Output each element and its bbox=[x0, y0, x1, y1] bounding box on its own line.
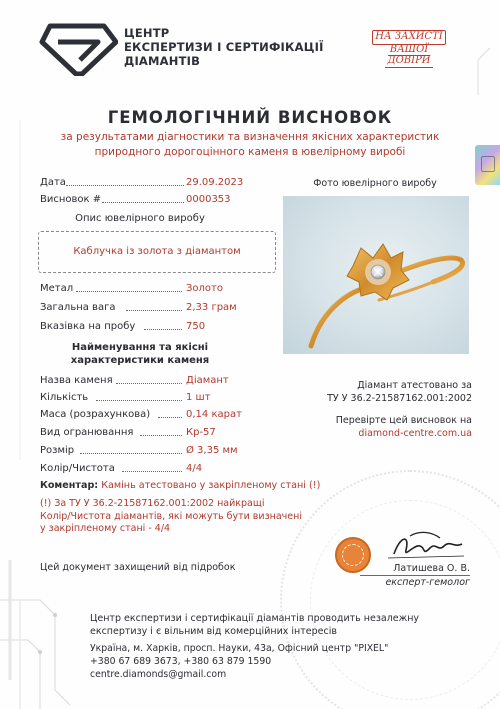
field-report-number-label: Висновок # bbox=[40, 194, 102, 205]
diamond-logo-icon bbox=[38, 20, 118, 76]
phones-line[interactable]: +380 67 689 3673, +380 63 879 1590 bbox=[90, 656, 272, 667]
expert-title: експерт-гемолог bbox=[360, 575, 470, 588]
seal-stamp-icon bbox=[335, 537, 371, 573]
field-total-weight-value: 2,33 грам bbox=[186, 302, 237, 313]
field-assay-label: Вказівка на пробу bbox=[40, 321, 136, 332]
ring-image bbox=[283, 196, 469, 354]
description-text: Каблучка із золота з діамантом bbox=[73, 246, 241, 257]
photo-title: Фото ювелірного виробу bbox=[313, 178, 437, 189]
field-mass-label: Маса (розрахункова) bbox=[40, 409, 151, 420]
subtitle-line1: за результатами діагностики та визначення якісних характеристик bbox=[60, 131, 440, 143]
certified-line1: Діамант атестовано за bbox=[357, 380, 472, 391]
org-name-line3: ДІАМАНТІВ bbox=[124, 54, 201, 68]
field-date-label: Дата bbox=[40, 177, 66, 188]
stone-heading-line1: Найменування та якісні bbox=[71, 342, 209, 353]
description-box bbox=[38, 231, 276, 273]
field-stone-name-value: Діамант bbox=[186, 375, 229, 386]
certified-by bbox=[300, 379, 472, 405]
comment-value: Камінь атестовано у закріпленому стані (!) bbox=[101, 480, 321, 491]
field-cut-value: Кр-57 bbox=[186, 427, 216, 438]
note-line2: Колір/Чистота діамантів, які можуть бути визначені bbox=[40, 510, 302, 522]
comment-label: Коментар: bbox=[40, 480, 99, 491]
description-heading: Опис ювелірного виробу bbox=[75, 213, 205, 224]
address-line: Україна, м. Харків, просп. Науки, 43а, Офісний центр "PIXEL" bbox=[90, 643, 389, 654]
hologram-sticker bbox=[475, 145, 500, 185]
document-subtitle bbox=[0, 130, 500, 160]
field-quantity-value: 1 шт bbox=[186, 392, 211, 403]
field-color-clarity-label: Колір/Чистота bbox=[40, 463, 115, 474]
field-assay-value: 750 bbox=[186, 321, 206, 332]
field-cut-label: Вид огранювання bbox=[40, 427, 134, 438]
brand-slogan-line2: ВАШОЇ bbox=[389, 43, 429, 55]
brand-slogan-line1: НА ЗАХИСТІ bbox=[372, 30, 445, 45]
signature-icon bbox=[380, 526, 470, 566]
independence-line1: Центр експертизи і сертифікації діамантів проводить незалежну bbox=[90, 613, 420, 624]
comment-line bbox=[40, 480, 320, 491]
verify-line1: Перевірте цей висновок на bbox=[335, 415, 472, 426]
contacts-block bbox=[90, 642, 420, 681]
note-block bbox=[40, 498, 330, 536]
verify-block bbox=[300, 414, 472, 440]
field-metal-label: Метал bbox=[40, 283, 74, 294]
org-name-line1: ЦЕНТР bbox=[124, 26, 170, 40]
ring-photo bbox=[283, 196, 469, 354]
field-date-value: 29.09.2023 bbox=[186, 177, 244, 188]
note-line1: (!) За ТУ У 36.2-21587162.001:2002 найкращі bbox=[40, 498, 265, 509]
independence-statement bbox=[90, 612, 420, 638]
certified-line2: ТУ У 36.2-21587162.001:2002 bbox=[327, 393, 472, 404]
brand-slogan bbox=[366, 30, 452, 68]
protected-notice: Цей документ захищений від підробок bbox=[40, 562, 236, 573]
field-quantity-label: Кількість bbox=[40, 392, 89, 403]
subtitle-line2: природного дорогоцінного каменя в ювелірному виробі bbox=[94, 146, 406, 158]
verify-link[interactable]: diamond-centre.com.ua bbox=[358, 428, 472, 439]
brand-slogan-line3: ДОВІРИ bbox=[387, 55, 431, 66]
document-title: ГЕМОЛОГІЧНИЙ ВИСНОВОК bbox=[107, 108, 393, 127]
organization-name bbox=[124, 26, 324, 68]
stone-heading-line2: характеристики каменя bbox=[70, 355, 210, 366]
expert-name: Латишева О. В. bbox=[393, 563, 470, 574]
org-name-line2: ЕКСПЕРТИЗИ І СЕРТИФІКАЦІЇ bbox=[124, 40, 324, 54]
email-line[interactable]: centre.diamonds@gmail.com bbox=[90, 669, 227, 680]
field-report-number-value: 0000353 bbox=[186, 194, 231, 205]
stone-heading bbox=[0, 341, 280, 367]
field-stone-name-label: Назва каменя bbox=[40, 375, 113, 386]
field-metal-value: Золото bbox=[186, 283, 223, 294]
field-total-weight-label: Загальна вага bbox=[40, 302, 116, 313]
field-color-clarity-value: 4/4 bbox=[186, 463, 203, 474]
field-mass-value: 0,14 карат bbox=[186, 409, 242, 420]
note-line3: у закріпленому стані - 4/4 bbox=[40, 523, 171, 534]
independence-line2: експертизу і є вільним від комерційних інтересів bbox=[90, 626, 337, 637]
field-size-label: Розмір bbox=[40, 445, 75, 456]
field-size-value: Ø 3,35 мм bbox=[186, 445, 238, 456]
